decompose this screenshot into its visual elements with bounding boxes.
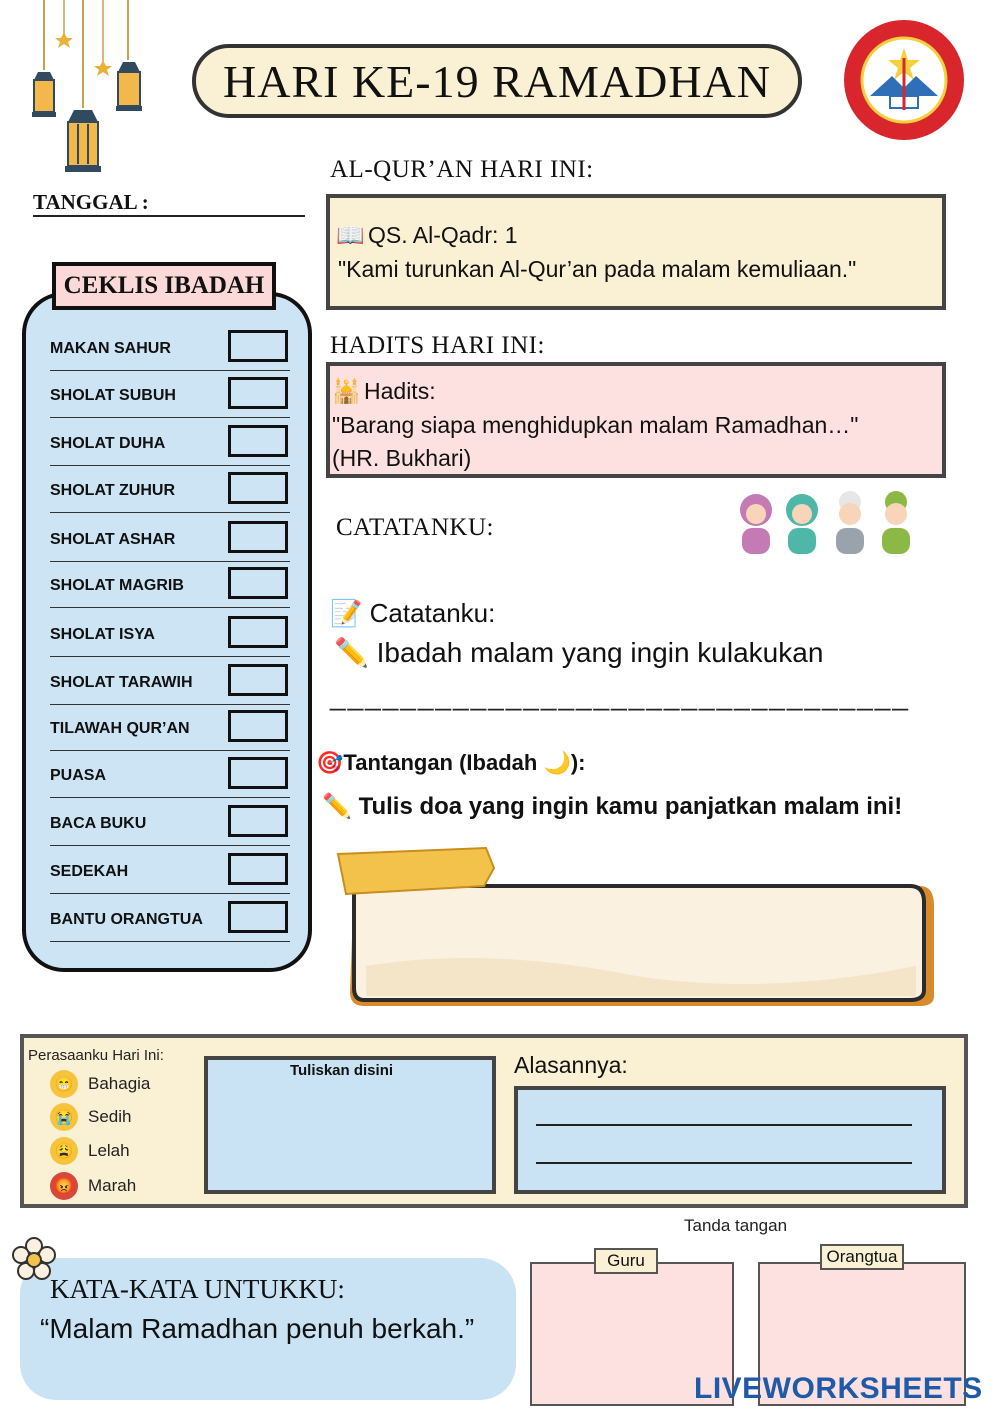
book-icon: 📖	[336, 222, 365, 248]
feeling-write-label: Tuliskan disini	[289, 1062, 394, 1079]
challenge-title: Tantangan (Ibadah 🌙):	[343, 750, 586, 775]
checklist-row	[50, 751, 290, 799]
checklist-item-label: SHOLAT MAGRIB	[50, 577, 184, 594]
checklist-row	[50, 466, 290, 514]
reason-line	[536, 1162, 912, 1164]
checklist-checkbox[interactable]	[228, 330, 288, 362]
checklist-item-label: BACA BUKU	[50, 815, 147, 832]
checklist-checkbox[interactable]	[228, 805, 288, 837]
catatan-heading: CATATANKU:	[336, 514, 494, 541]
checklist-row	[50, 324, 290, 372]
page-title-pill	[192, 44, 802, 118]
pencil-icon: ✏️	[322, 793, 352, 820]
divider	[50, 656, 290, 657]
checklist-row	[50, 371, 290, 419]
checklist-item-label: MAKAN SAHUR	[50, 340, 171, 357]
guru-tag: Guru	[594, 1248, 658, 1274]
checklist-title: CEKLIS IBADAH	[63, 272, 265, 299]
challenge-sub-row	[322, 792, 902, 821]
divider	[50, 941, 290, 942]
catatan-title-row	[330, 598, 495, 629]
signature-label: Tanda tangan	[684, 1216, 788, 1235]
checklist-checkbox[interactable]	[228, 377, 288, 409]
hadits-label: Hadits:	[364, 378, 436, 404]
checklist-checkbox[interactable]	[228, 664, 288, 696]
checklist-checkbox[interactable]	[228, 901, 288, 933]
checklist-header	[52, 262, 276, 310]
checklist-item-label: PUASA	[50, 767, 107, 784]
checklist-checkbox[interactable]	[228, 567, 288, 599]
orangtua-tag: Orangtua	[820, 1244, 904, 1270]
target-icon: 🎯	[316, 750, 344, 775]
divider	[50, 607, 290, 608]
checklist-checkbox[interactable]	[228, 710, 288, 742]
doa-answer-scroll[interactable]	[336, 846, 940, 1010]
checklist-row	[50, 515, 290, 563]
divider	[50, 797, 290, 798]
lanterns-decoration	[28, 0, 158, 180]
kata-kata-quote: “Malam Ramadhan penuh berkah.”	[40, 1313, 475, 1344]
divider	[50, 417, 290, 418]
feeling-label: Lelah	[88, 1141, 130, 1160]
catatan-sub-row	[334, 636, 823, 669]
watermark-text: LIVEWORKSHEETS	[694, 1372, 983, 1405]
quran-box	[326, 194, 946, 310]
happy-face-icon: 😁	[50, 1070, 78, 1098]
page-title: HARI KE-19 RAMADHAN	[223, 55, 771, 107]
checklist-item-label: SHOLAT ISYA	[50, 626, 155, 643]
reason-box[interactable]	[514, 1086, 946, 1194]
hadits-source: (HR. Bukhari)	[332, 445, 472, 471]
hadits-box	[326, 362, 946, 478]
tanggal-label: TANGGAL :	[33, 190, 149, 214]
challenge-instruction: Tulis doa yang ingin kamu panjatkan malam ini!	[358, 793, 903, 820]
divider	[50, 845, 290, 846]
checklist-row	[50, 419, 290, 467]
feeling-option[interactable]	[50, 1171, 136, 1201]
angry-face-icon: 😡	[50, 1172, 78, 1200]
checklist-item-label: SHOLAT ASHAR	[50, 531, 176, 548]
feeling-label: Marah	[88, 1176, 137, 1195]
reason-label: Alasannya:	[514, 1052, 628, 1078]
quran-heading: AL-QUR’AN HARI INI:	[330, 156, 594, 183]
checklist-checkbox[interactable]	[228, 521, 288, 553]
quran-reference: QS. Al-Qadr: 1	[368, 222, 518, 248]
feeling-option[interactable]	[50, 1136, 130, 1166]
catatan-answer-line[interactable]: _________________________________	[330, 680, 910, 711]
checklist-item-label: SHOLAT TARAWIH	[50, 674, 193, 691]
feeling-label: Sedih	[88, 1107, 132, 1126]
pencil-icon: ✏️	[334, 637, 369, 668]
checklist-item-label: SEDEKAH	[50, 863, 129, 880]
checklist-item-label: TILAWAH QUR’AN	[50, 720, 190, 737]
feeling-option[interactable]	[50, 1069, 150, 1099]
hadits-heading: HADITS HARI INI:	[330, 332, 545, 359]
tanggal-input-line[interactable]	[33, 215, 305, 217]
checklist-checkbox[interactable]	[228, 472, 288, 504]
challenge-row	[316, 750, 586, 776]
feeling-label: Bahagia	[88, 1074, 151, 1093]
reason-line	[536, 1124, 912, 1126]
checklist-row	[50, 895, 290, 943]
checklist-checkbox[interactable]	[228, 425, 288, 457]
catatan-subtitle: Ibadah malam yang ingin kulakukan	[376, 637, 824, 668]
checklist-item-label: SHOLAT DUHA	[50, 435, 166, 452]
checklist-item-label: SHOLAT SUBUH	[50, 387, 176, 404]
school-badge-logo	[842, 18, 966, 142]
hadits-text: "Barang siapa menghidupkan malam Ramadhan…"	[332, 412, 859, 438]
catatan-title: Catatanku:	[369, 598, 496, 628]
checklist-checkbox[interactable]	[228, 853, 288, 885]
quran-text: "Kami turunkan Al-Qur’an pada malam kemuliaan."	[338, 256, 857, 282]
checklist-row	[50, 610, 290, 658]
memo-icon: 📝	[330, 598, 363, 628]
children-praying-illustration	[734, 488, 920, 556]
kata-kata-title: KATA-KATA UNTUKKU:	[50, 1274, 345, 1304]
crying-face-icon: 😭	[50, 1103, 78, 1131]
checklist-checkbox[interactable]	[228, 757, 288, 789]
checklist-row	[50, 799, 290, 847]
mosque-icon: 🕌	[332, 378, 361, 404]
checklist-row	[50, 561, 290, 609]
checklist-row	[50, 847, 290, 895]
tired-face-icon: 😩	[50, 1137, 78, 1165]
liveworksheets-watermark	[694, 1372, 983, 1406]
divider	[50, 893, 290, 894]
divider	[50, 512, 290, 513]
feeling-option[interactable]	[50, 1102, 131, 1132]
checklist-item-label: BANTU ORANGTUA	[50, 911, 203, 928]
checklist-row	[50, 658, 290, 706]
checklist-row	[50, 704, 290, 752]
checklist-item-label: SHOLAT ZUHUR	[50, 482, 176, 499]
feelings-title: Perasaanku Hari Ini:	[28, 1047, 164, 1064]
checklist-checkbox[interactable]	[228, 616, 288, 648]
